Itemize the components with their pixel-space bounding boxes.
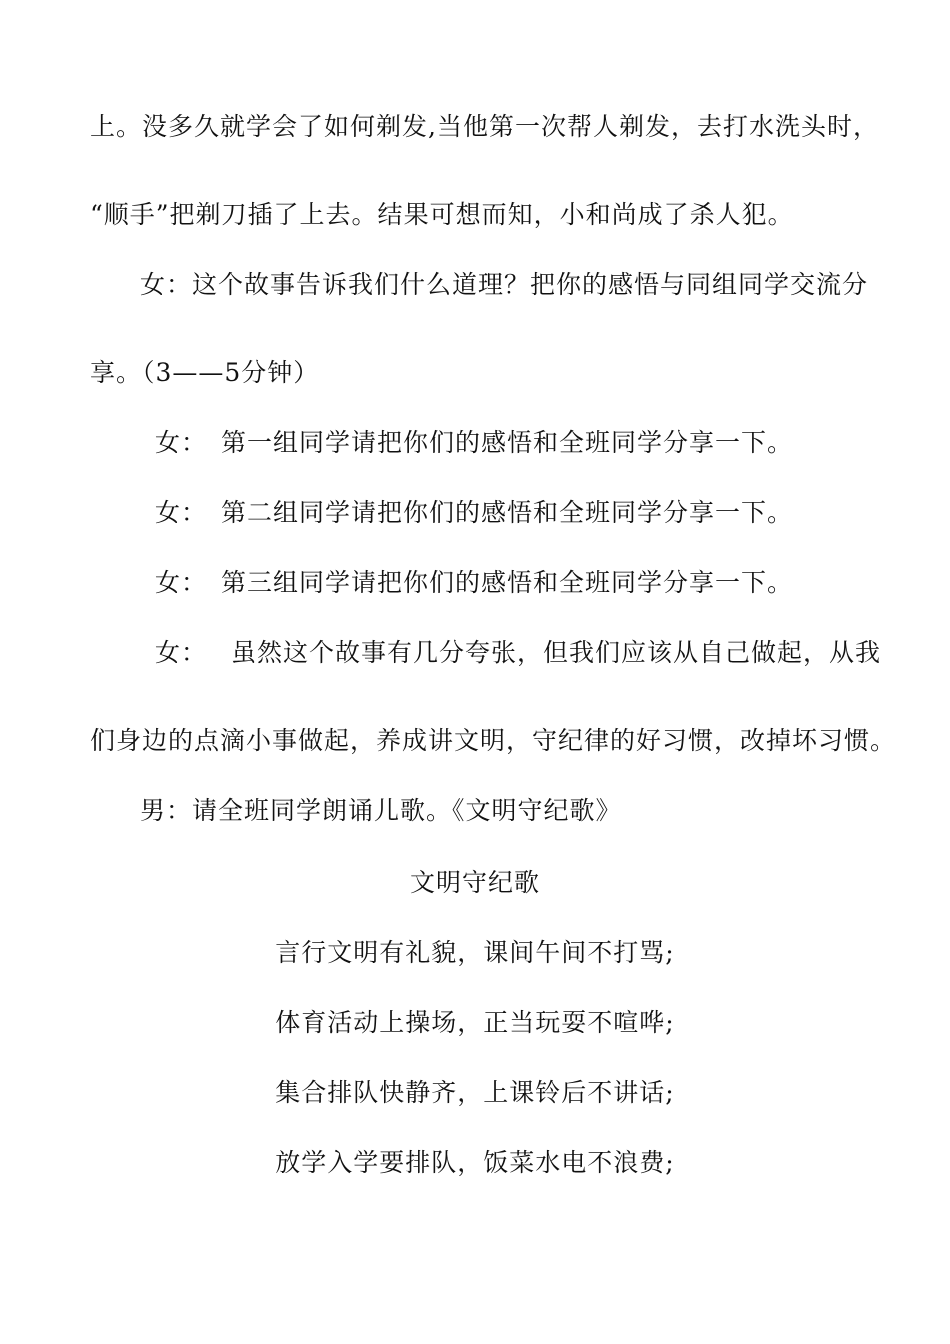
poem-line-2: 体育活动上操场，正当玩耍不喧哗; [275, 1008, 675, 1037]
group-1-line [155, 426, 793, 460]
recite-instruction: 男：请全班同学朗诵儿歌。《文明守纪歌》 [140, 796, 622, 825]
poem-line-3: 集合排队快静齐，上课铃后不讲话; [275, 1078, 675, 1107]
group-2-speaker: 女： [155, 498, 208, 527]
conclusion-speaker: 女： [155, 638, 208, 667]
group-2-line [155, 496, 793, 530]
group-2-text: 第二组同学请把你们的感悟和全班同学分享一下。 [221, 498, 794, 527]
conclusion-text: 虽然这个故事有几分夸张，但我们应该从自己做起，从我 [231, 638, 882, 667]
group-1-text: 第一组同学请把你们的感悟和全班同学分享一下。 [221, 428, 794, 457]
conclusion-line-2: 们身边的点滴小事做起，养成讲文明，守纪律的好习惯，改掉坏习惯。 [90, 726, 897, 755]
group-1-speaker: 女： [155, 428, 208, 457]
conclusion-line-1 [155, 636, 881, 670]
story-line-2: “顺手”把剃刀插了上去。结果可想而知，小和尚成了杀人犯。 [90, 200, 794, 229]
group-3-speaker: 女： [155, 568, 208, 597]
story-line-1: 上。没多久就学会了如何剃发,当他第一次帮人剃发，去打水洗头时， [90, 112, 879, 141]
poem-line-4: 放学入学要排队，饭菜水电不浪费; [275, 1148, 675, 1177]
group-3-line [155, 566, 793, 600]
group-3-text: 第三组同学请把你们的感悟和全班同学分享一下。 [221, 568, 794, 597]
question-line-1: 女：这个故事告诉我们什么道理？把你的感悟与同组同学交流分 [140, 270, 869, 299]
poem-title: 文明守纪歌 [409, 868, 540, 897]
question-line-2: 享。（3——5分钟） [90, 358, 320, 387]
poem-line-1: 言行文明有礼貌，课间午间不打骂; [275, 938, 675, 967]
